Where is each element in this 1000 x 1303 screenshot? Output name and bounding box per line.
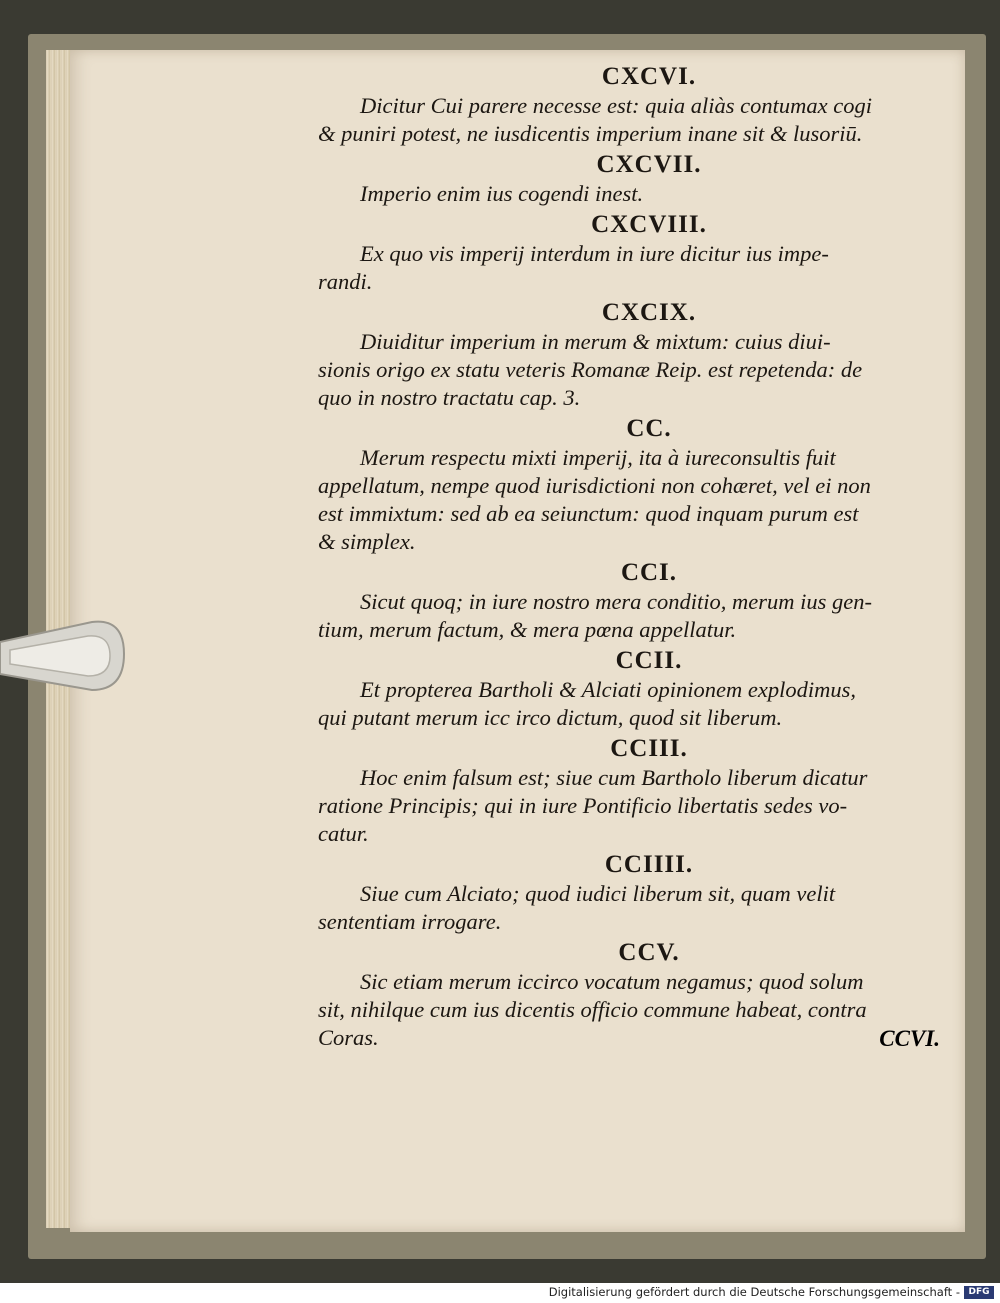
text-line: tium, merum factum, & mera pœna appellatur. — [318, 617, 737, 642]
section-203 — [318, 734, 958, 848]
section-heading: CCII. — [615, 647, 683, 674]
footer-bar — [0, 1283, 1000, 1303]
paragraph — [318, 444, 958, 556]
text-line: Dicitur Cui parere necesse est: quia aliàs contumax cogi — [360, 93, 872, 118]
text-line: quo in nostro tractatu cap. 3. — [318, 385, 581, 410]
paragraph — [318, 968, 958, 1052]
text-line: Sicut quoq; in iure nostro mera conditio, merum ius gen- — [360, 589, 873, 614]
section-heading: CXCVI. — [601, 63, 697, 90]
paragraph — [318, 328, 958, 412]
section-196 — [318, 62, 958, 148]
section-heading: CXCVII. — [596, 151, 702, 178]
paragraph — [318, 180, 958, 208]
paragraph — [318, 240, 958, 296]
text-line: Diuiditur imperium in merum & mixtum: cuius diui- — [360, 329, 831, 354]
text-line: est immixtum: sed ab ea seiunctum: quod inquam purum est — [318, 501, 859, 526]
section-heading: CCIII. — [610, 735, 688, 762]
dfg-logo: DFG — [964, 1286, 994, 1299]
section-197 — [318, 150, 958, 208]
catchword: CCVI. — [879, 1026, 940, 1051]
text-line: Et propterea Bartholi & Alciati opinionem explodimus, — [360, 677, 856, 702]
text-line: & puniri potest, ne iusdicentis imperium inane sit & lusoriū. — [318, 121, 863, 146]
text-line: & simplex. — [318, 529, 416, 554]
section-202 — [318, 646, 958, 732]
paragraph — [318, 588, 958, 644]
section-199 — [318, 298, 958, 412]
section-heading: CCIIII. — [604, 851, 694, 878]
section-heading: CCI. — [620, 559, 678, 586]
text-line: Hoc enim falsum est; siue cum Bartholo liberum dicatur — [360, 765, 868, 790]
text-line: sit, nihilque cum ius dicentis officio commune habeat, contra — [318, 997, 867, 1022]
section-201 — [318, 558, 958, 644]
text-line: Imperio enim ius cogendi inest. — [360, 181, 644, 206]
footer-credit: Digitalisierung gefördert durch die Deutsche Forschungsgemeinschaft - — [548, 1285, 960, 1299]
text-line: ratione Principis; qui in iure Pontificio libertatis sedes vo- — [318, 793, 848, 818]
text-line: Siue cum Alciato; quod iudici liberum sit, quam velit — [360, 881, 836, 906]
text-line: Ex quo vis imperij interdum in iure dicitur ius impe- — [360, 241, 829, 266]
section-204 — [318, 850, 958, 936]
text-line: Merum respectu mixti imperij, ita à iureconsultis fuit — [360, 445, 836, 470]
section-heading: CC. — [626, 415, 672, 442]
text-line: Sic etiam merum iccirco vocatum negamus; quod solum — [360, 969, 864, 994]
text-line: catur. — [318, 821, 369, 846]
text-line: appellatum, nempe quod iurisdictioni non cohæret, vel ei non — [318, 473, 871, 498]
text-block — [318, 62, 958, 1054]
text-line: sententiam irrogare. — [318, 909, 502, 934]
text-line: Coras. — [318, 1025, 379, 1050]
text-line: qui putant merum icc irco dictum, quod sit liberum. — [318, 705, 783, 730]
section-200 — [318, 414, 958, 556]
section-205 — [318, 938, 958, 1052]
section-heading: CCV. — [618, 939, 680, 966]
paragraph — [318, 92, 958, 148]
paragraph — [318, 764, 958, 848]
paragraph — [318, 676, 958, 732]
section-heading: CXCIX. — [601, 299, 697, 326]
section-198 — [318, 210, 958, 296]
section-heading: CXCVIII. — [591, 211, 707, 238]
clip-icon — [0, 618, 128, 698]
text-line: sionis origo ex statu veteris Romanæ Reip. est repetenda: de — [318, 357, 863, 382]
text-line: randi. — [318, 269, 373, 294]
paragraph — [318, 880, 958, 936]
